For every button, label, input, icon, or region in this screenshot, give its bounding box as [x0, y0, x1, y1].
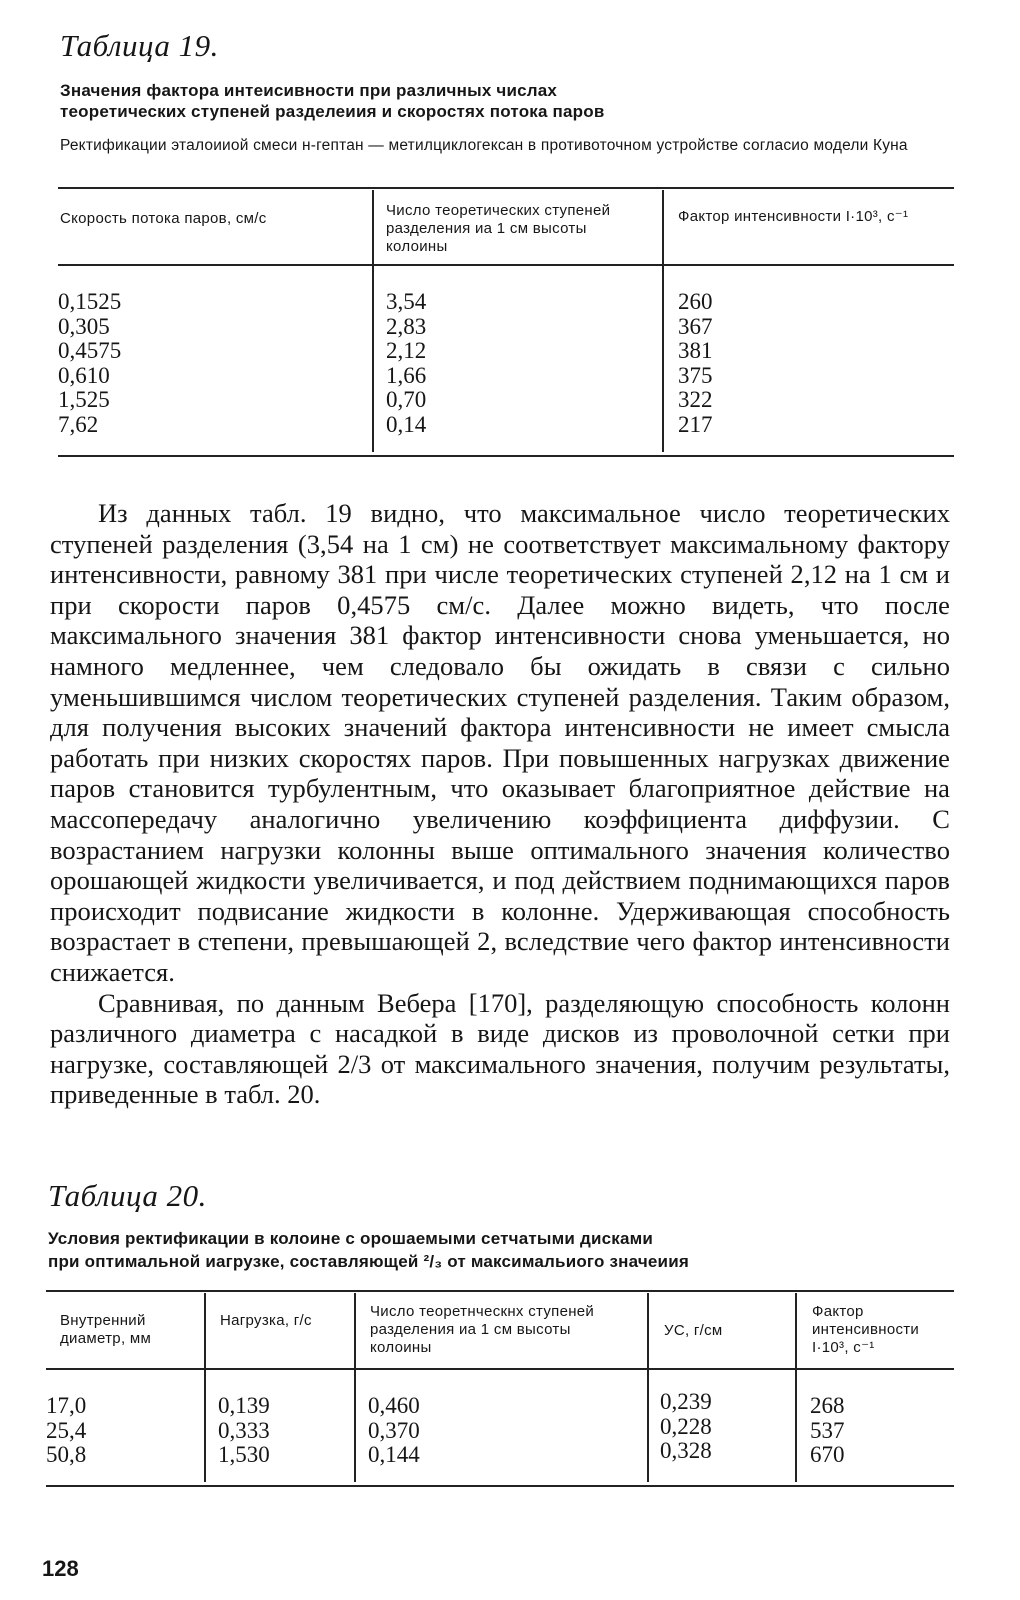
table20-cell: 0,328: [660, 1438, 712, 1464]
table20-col-diameter: [46, 1394, 86, 1468]
table19-col-divider-2: [662, 190, 664, 452]
table19-cell: 7,62: [58, 411, 99, 437]
table19-header-velocity: Скорость потока паров, см/с: [60, 210, 267, 227]
table19-cell: 0,4575: [58, 338, 122, 364]
table19-cell: 375: [678, 362, 713, 388]
table20-col-divider-4: [795, 1293, 797, 1482]
table19-cell: 0,305: [58, 313, 110, 339]
table19-caption: Таблица 19.: [60, 28, 219, 63]
table19-cell: 260: [678, 289, 713, 314]
table19-header-intensity: Фактор интенсивности I·10³, с⁻¹: [678, 208, 909, 225]
table20-caption: Таблица 20.: [48, 1178, 207, 1213]
table20-cell: 25,4: [46, 1417, 87, 1443]
table19-cell: 3,54: [386, 289, 427, 314]
table19-cell: 322: [678, 387, 713, 413]
table20-title-line1: Условия ректификации в колоине с орошаемыми сетчатыми дисками: [48, 1229, 654, 1248]
table20-col-holdup: [660, 1390, 712, 1464]
table19-cell: 1,66: [386, 362, 427, 388]
table20-cell: 50,8: [46, 1442, 87, 1468]
table20-cell: 537: [810, 1417, 845, 1443]
table20-col-divider-3: [647, 1293, 649, 1482]
table19-title-line2: теоретических ступеней разделеиия и скоростях потока паров: [60, 102, 605, 121]
table20-cell: 0,239: [660, 1389, 712, 1414]
table20-header-plates: Число теоретнческнх ступеней разделения иа 1 см высоты колоины: [370, 1303, 595, 1356]
table19-title-line1: Значения фактора интеисивности при различных числах: [60, 81, 558, 100]
table20-col-load: [218, 1394, 270, 1468]
table20-cell: 17,0: [46, 1393, 87, 1418]
page-number: 128: [42, 1556, 79, 1581]
table20-cell: 0,333: [218, 1417, 270, 1443]
table19-cell: 0,14: [386, 411, 427, 437]
table20-col-plates: [368, 1394, 420, 1468]
table19-col-intensity: [678, 290, 713, 438]
table20-header-diameter: Внутренний диаметр, мм: [60, 1312, 152, 1347]
table19-header-plates: Число теоретических ступеней разделения иа 1 см высоты колоины: [386, 202, 611, 255]
table20-cell: 1,530: [218, 1442, 270, 1468]
table19-note: Ректификации эталоииой смеси н-гептан — метилциклогексан в противоточном устройстве согласио модели Куна: [60, 137, 908, 154]
table19-col-velocity: [58, 290, 121, 438]
table19-cell: 1,525: [58, 387, 110, 413]
table19-top-rule: [58, 187, 954, 189]
table20-header-load: Нагрузка, г/с: [220, 1312, 312, 1329]
table19-col-divider-1: [372, 190, 374, 452]
paragraph-2: Сравнивая, по данным Вебера [170], разделяющую способность колонн различного диаметра с насадкой в виде дисков из проволочной сетки при нагрузке, составляющей 2/3 от максимального значения, получим результаты, приведенные в табл. 20.: [50, 987, 950, 1110]
table20-cell: 670: [810, 1442, 845, 1468]
table20-col-divider-2: [354, 1293, 356, 1482]
table19-cell: 367: [678, 313, 713, 339]
table20-header-rule: [46, 1368, 954, 1370]
table20-cell: 0,370: [368, 1417, 420, 1443]
table19-bottom-rule: [58, 455, 954, 457]
table19-header-rule: [58, 264, 954, 266]
table20-header-intensity: Фактор интенсивности I·10³, с⁻¹: [812, 1303, 920, 1356]
table19-cell: 0,610: [58, 362, 110, 388]
table19-cell: 217: [678, 411, 713, 437]
table20-cell: 0,460: [368, 1393, 420, 1418]
table20-title-line2: при оптимальной иагрузке, составляющей ²/₃ от максимальиого значеиия: [48, 1252, 689, 1271]
table20-header-holdup: УС, г/см: [664, 1322, 723, 1339]
table19-cell: 2,12: [386, 338, 427, 364]
table20-bottom-rule: [46, 1485, 954, 1487]
table20-cell: 0,228: [660, 1413, 712, 1439]
table20-cell: 0,144: [368, 1442, 420, 1468]
table19-cell: 381: [678, 338, 713, 364]
table20-col-intensity: [810, 1394, 845, 1468]
table19-cell: 0,70: [386, 387, 427, 413]
table20-col-divider-1: [204, 1293, 206, 1482]
table19-cell: 0,1525: [58, 289, 122, 314]
table20-top-rule: [46, 1290, 954, 1292]
table20-cell: 268: [810, 1393, 845, 1418]
paragraph-1: Из данных табл. 19 видно, что максимальное число теоретических ступеней разделения (3,54 на 1 см) не соответствует максимальному фактору интенсивности, равному 381 при числе теоретических ступеней 2,12 на 1 см и при скорости паров 0,4575 см/с. Далее можно видеть, что после максимального значения 381 фактор интенсивности снова уменьшается, но намного медленнее, чем следовало бы ожидать в связи с сильно уменьшившимся числом теоретических ступеней разделения. Таким образом, для получения высоких значений фактора интенсивности не имеет смысла работать при низких скоростях паров. При повышенных нагрузках движение паров становится турбулентным, что оказывает благоприятное действие на массопередачу аналогично увеличению коэффициента диффузии. С возрастанием нагрузки колонны выше оптимального значения количество орошающей жидкости увеличивается, и под действием поднимающихся паров происходит подвисание жидкости в колонне. Удерживающая способность возрастает в степени, превышающей 2, вследствие чего фактор интенсивности снижается.: [50, 498, 950, 987]
table20-cell: 0,139: [218, 1393, 270, 1418]
table19-col-plates: [386, 290, 426, 438]
body-text: [50, 498, 950, 1110]
table19-cell: 2,83: [386, 313, 427, 339]
